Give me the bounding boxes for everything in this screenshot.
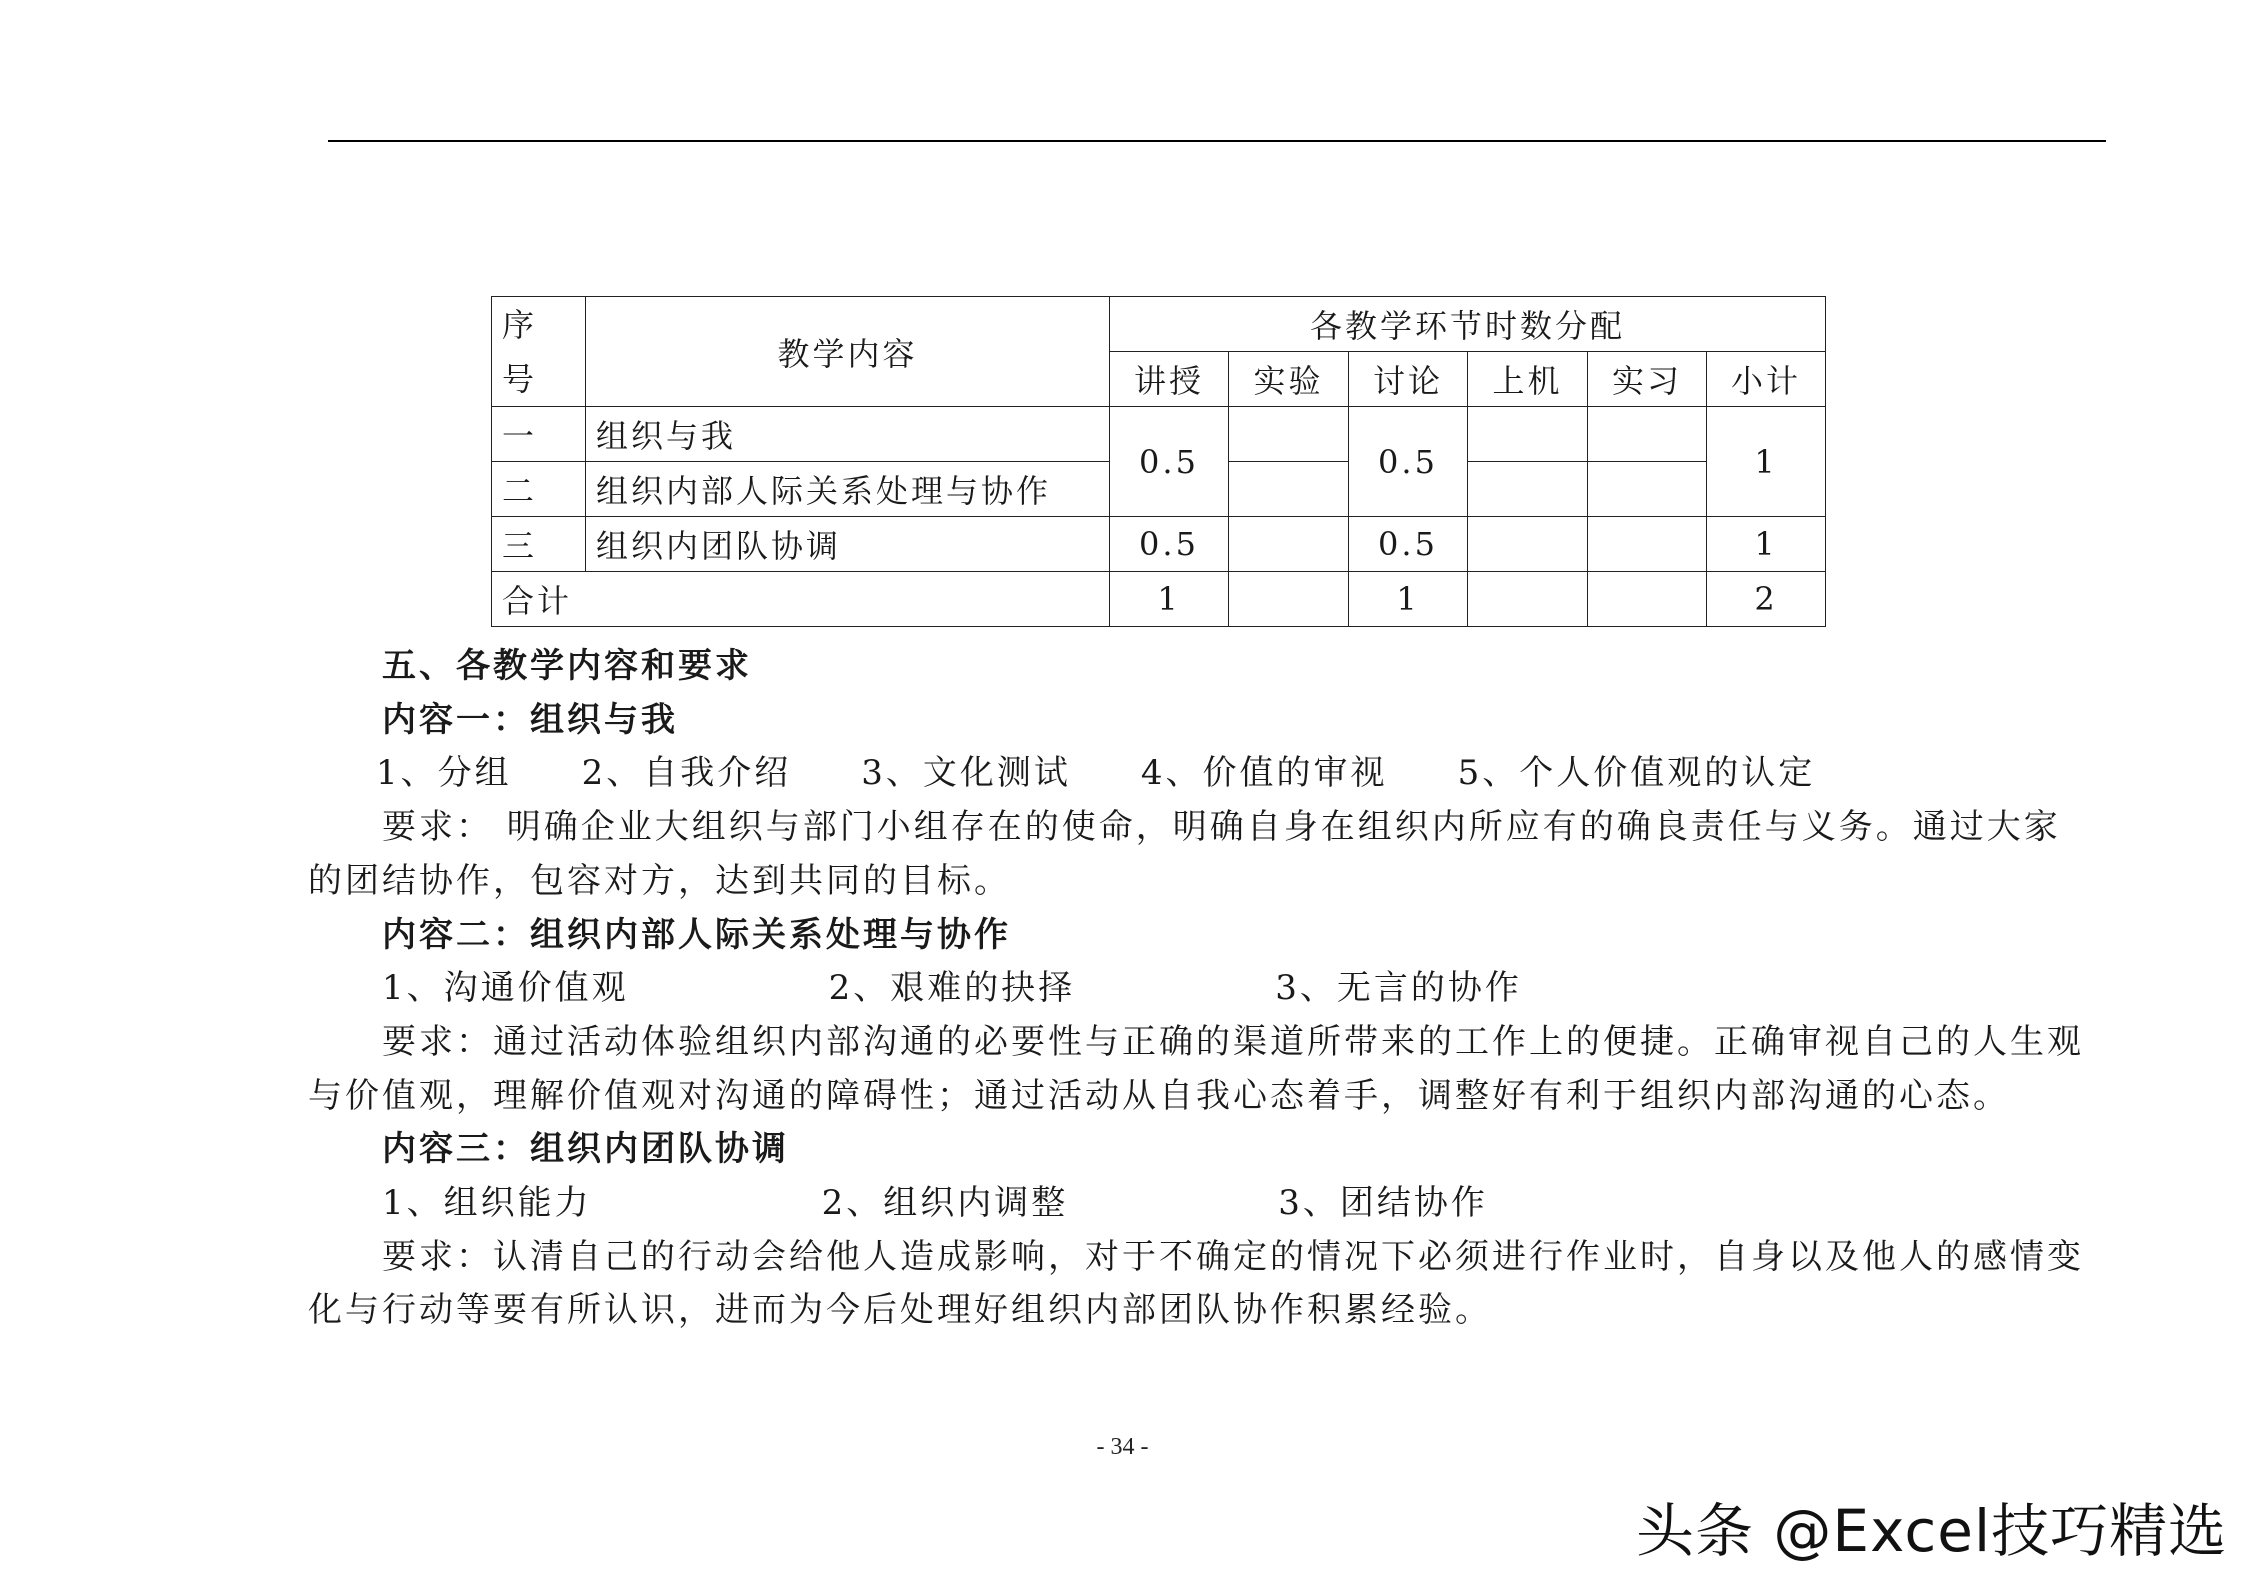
total-experiment: [1229, 572, 1349, 627]
list-item: 1、组织能力: [382, 1183, 592, 1224]
cell-practice: [1588, 407, 1707, 462]
list-item: 3、无言的协作: [1275, 968, 1522, 1009]
section-body: [308, 640, 2108, 1338]
requirement-line: 与价值观，理解价值观对沟通的障碍性；通过活动从自我心态着手，调整好有利于组织内部沟通的心态。: [308, 1075, 2010, 1116]
cell-computer: [1468, 517, 1588, 572]
header-rule: [328, 140, 2106, 142]
section-title: 五、各教学内容和要求: [382, 646, 752, 686]
total-practice: [1588, 572, 1707, 627]
header-lecture: 讲授: [1110, 352, 1229, 407]
cell-discussion: 0.5: [1349, 517, 1468, 572]
requirement-line: 化与行动等要有所认识，进而为今后处理好组织内部团队协作积累经验。: [308, 1290, 1492, 1331]
header-subtotal: 小计: [1707, 352, 1826, 407]
header-seq: [492, 297, 586, 407]
page-number: - 34 -: [1096, 1434, 1149, 1460]
content-items: [308, 962, 2108, 1016]
cell-experiment: [1229, 517, 1349, 572]
requirement-line: 要求： 明确企业大组织与部门小组存在的使命，明确自身在组织内所应有的确良责任与义务。通过大家: [382, 807, 2061, 848]
list-item: 5、个人价值观的认定: [1457, 753, 1816, 794]
list-item: 4、价值的审视: [1140, 753, 1388, 794]
list-item: 1、分组: [376, 753, 512, 794]
cell-discussion: 0.5: [1349, 407, 1468, 517]
cell-computer: [1468, 407, 1588, 462]
cell-lecture: 0.5: [1110, 517, 1229, 572]
list-item: 2、自我介绍: [581, 753, 792, 794]
header-experiment: 实验: [1229, 352, 1349, 407]
list-item: 2、组织内调整: [821, 1183, 1069, 1224]
cell-experiment: [1229, 462, 1349, 517]
cell-lecture: 0.5: [1110, 407, 1229, 517]
requirement-line: 要求：通过活动体验组织内部沟通的必要性与正确的渠道所带来的工作上的便捷。正确审视自己的人生观: [382, 1021, 2084, 1062]
header-practice: 实习: [1588, 352, 1707, 407]
requirement-line: 要求：认清自己的行动会给他人造成影响，对于不确定的情况下必须进行作业时，自身以及他人的感情变: [382, 1236, 2084, 1277]
total-computer: [1468, 572, 1588, 627]
header-computer: 上机: [1468, 352, 1588, 407]
header-discussion: 讨论: [1349, 352, 1468, 407]
cell-practice: [1588, 517, 1707, 572]
content-heading: 内容一：组织与我: [382, 699, 678, 740]
header-content: 教学内容: [586, 297, 1110, 407]
header-seq-line1: 序: [502, 305, 538, 344]
content-items: [308, 1177, 2108, 1231]
row-seq: 二: [492, 462, 586, 517]
table-row-total: [492, 572, 1826, 627]
content-heading: 内容二：组织内部人际关系处理与协作: [382, 914, 1011, 955]
total-discussion: 1: [1349, 572, 1468, 627]
table-row: [492, 407, 1826, 462]
header-seq-line2: 号: [502, 359, 538, 398]
watermark: 头条 @Excel技巧精选: [1636, 1497, 2228, 1565]
requirement-line: 的团结协作，包容对方，达到共同的目标。: [308, 860, 1011, 901]
table-row: [492, 517, 1826, 572]
row-content: 组织内团队协调: [586, 517, 1110, 572]
teaching-hours-table: [491, 296, 1826, 627]
list-item: 3、文化测试: [861, 753, 1071, 794]
cell-experiment: [1229, 407, 1349, 462]
list-item: 2、艰难的抉择: [828, 968, 1076, 1009]
row-content: 组织内部人际关系处理与协作: [586, 462, 1110, 517]
cell-subtotal: 1: [1707, 517, 1826, 572]
cell-computer: [1468, 462, 1588, 517]
total-subtotal: 2: [1707, 572, 1826, 627]
cell-practice: [1588, 462, 1707, 517]
header-hours-group: 各教学环节时数分配: [1110, 297, 1826, 352]
content-items: [308, 747, 2108, 801]
content-heading: 内容三：组织内团队协调: [382, 1129, 789, 1170]
list-item: 3、团结协作: [1278, 1183, 1488, 1224]
row-seq: 一: [492, 407, 586, 462]
list-item: 1、沟通价值观: [382, 968, 629, 1009]
total-label: 合计: [492, 572, 1110, 627]
row-content: 组织与我: [586, 407, 1110, 462]
total-lecture: 1: [1110, 572, 1229, 627]
cell-subtotal: 1: [1707, 407, 1826, 517]
row-seq: 三: [492, 517, 586, 572]
